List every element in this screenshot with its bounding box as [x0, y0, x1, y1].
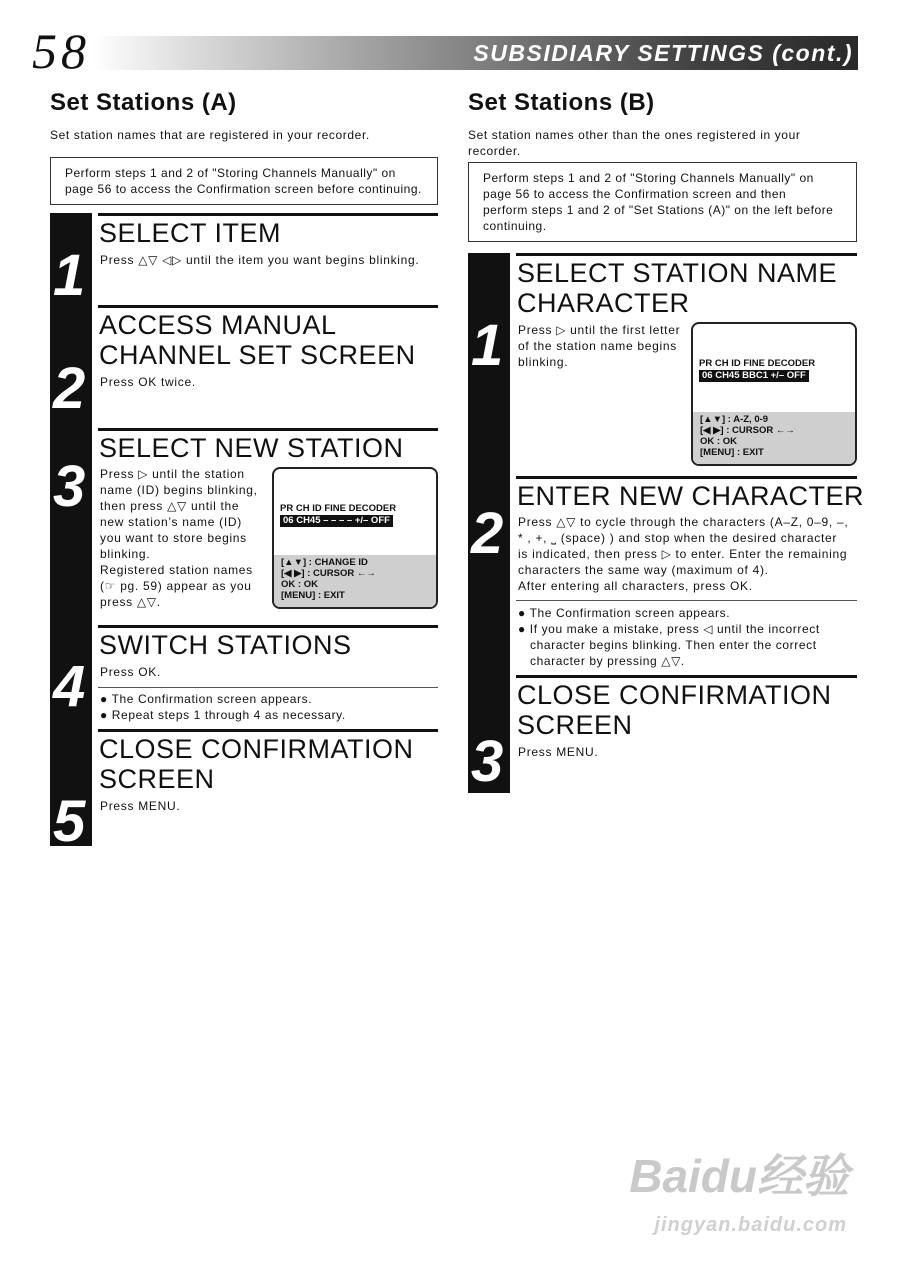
osd-menu-line: [◀ ▶] : CURSOR ←→ — [281, 568, 376, 579]
step-title: ACCESS MANUAL — [99, 310, 337, 340]
note-line: Perform steps 1 and 2 of "Storing Channels Manually" on — [483, 171, 814, 185]
section-title: SUBSIDIARY SETTINGS (cont.) — [473, 40, 853, 66]
step-body: Press MENU. — [100, 799, 181, 813]
step-rule — [98, 213, 438, 216]
body-line: blinking. — [100, 547, 151, 561]
step-rule — [98, 625, 438, 628]
step-number: 2 — [471, 501, 504, 566]
osd-menu-line: OK : OK — [700, 436, 737, 447]
bullet-item: ● If you make a mistake, press ◁ until the incorrect — [518, 622, 820, 636]
osd-menu-line: [◀ ▶] : CURSOR ←→ — [700, 425, 795, 436]
step-rule — [98, 428, 438, 431]
body-line: you want to store begins — [100, 531, 247, 545]
left-intro: Set station names that are registered in your recorder. — [50, 128, 370, 142]
left-step-column — [50, 213, 92, 854]
osd-menu-line: [MENU] : EXIT — [700, 447, 764, 458]
step-rule — [98, 305, 438, 308]
body-line: After entering all characters, press OK. — [518, 579, 753, 593]
step-title: SWITCH STATIONS — [99, 630, 352, 660]
right-note-box — [468, 162, 857, 242]
step-title: SCREEN — [517, 710, 633, 740]
body-line: (☞ pg. 59) appear as you — [100, 579, 252, 593]
step-title: CHANNEL SET SCREEN — [99, 340, 416, 370]
watermark-url: jingyan.baidu.com — [654, 1214, 847, 1236]
body-line: Registered station names — [100, 563, 253, 577]
osd-header: PR CH ID FINE DECODER — [699, 358, 816, 369]
bullet-item: character begins blinking. Then enter the correct — [530, 638, 817, 652]
osd-menu-line: [▲▼] : A-Z, 0-9 — [700, 414, 769, 425]
step-title: ENTER NEW CHARACTER — [517, 481, 865, 511]
bullet-item: ● The Confirmation screen appears. — [100, 692, 313, 706]
bullet-item: ● Repeat steps 1 through 4 as necessary. — [100, 708, 346, 722]
right-step-column — [468, 253, 510, 793]
step-rule — [516, 476, 857, 479]
body-line: Press ▷ until the station — [100, 467, 245, 481]
body-line: name (ID) begins blinking, — [100, 483, 258, 497]
body-line: characters the same way (maximum of 4). — [518, 563, 769, 577]
body-line: Press ▷ until the first letter — [518, 323, 681, 337]
divider — [98, 687, 438, 688]
step-body: Press OK. — [100, 665, 161, 679]
step-body: Press △▽ ◁▷ until the item you want begins blinking. — [100, 253, 420, 267]
osd-header: PR CH ID FINE DECODER — [280, 503, 397, 514]
left-note-box — [50, 157, 438, 205]
divider — [516, 600, 857, 601]
step-number: 1 — [53, 243, 86, 308]
body-line: then press △▽ until the — [100, 499, 240, 513]
step-number: 3 — [471, 729, 504, 794]
step-title: SCREEN — [99, 764, 215, 794]
step-body — [518, 322, 680, 370]
step-number: 4 — [53, 654, 86, 719]
step-body: Press OK twice. — [100, 375, 196, 389]
bullet-item: character by pressing △▽. — [530, 654, 685, 668]
osd-screen — [272, 467, 438, 609]
osd-menu-line: OK : OK — [281, 579, 318, 590]
step-title: SELECT ITEM — [99, 218, 282, 248]
right-heading: Set Stations (B) — [468, 89, 655, 116]
body-line: press △▽. — [100, 595, 161, 609]
note-line: page 56 to access the Confirmation screen and then — [483, 187, 787, 201]
step-title: SELECT NEW STATION — [99, 433, 404, 463]
step-title: CLOSE CONFIRMATION — [99, 734, 414, 764]
body-line: is indicated, then press ▷ to enter. Enter the remaining — [518, 547, 848, 561]
step-body — [100, 466, 258, 610]
left-heading: Set Stations (A) — [50, 89, 237, 116]
right-intro — [468, 127, 800, 159]
osd-menu-line: [▲▼] : CHANGE ID — [281, 557, 368, 568]
step-title: SELECT STATION NAME — [517, 258, 838, 288]
osd-screen — [691, 322, 857, 466]
body-line: Press △▽ to cycle through the characters (A–Z, 0–9, –, — [518, 515, 849, 529]
body-line: * , +, ⎵ (space) ) and stop when the desired character — [518, 531, 838, 545]
note-line: page 56 to access the Confirmation screen before continuing. — [65, 182, 422, 196]
step-body — [518, 514, 848, 594]
body-line: of the station name begins — [518, 339, 677, 353]
osd-menu-line: [MENU] : EXIT — [281, 590, 345, 601]
watermark-logo: Baidu经验 — [629, 1150, 849, 1202]
osd-menu — [274, 555, 436, 607]
step-body: Press MENU. — [518, 745, 599, 759]
step-rule — [516, 253, 857, 256]
body-line: new station’s name (ID) — [100, 515, 242, 529]
intro-line: Set station names other than the ones registered in your — [468, 128, 801, 142]
page-number: 58 — [32, 23, 90, 79]
osd-row: 06 CH45 BBC1 +/– OFF — [699, 370, 809, 382]
step-number: 3 — [53, 454, 86, 519]
bullet-item: ● The Confirmation screen appears. — [518, 606, 731, 620]
step-number: 2 — [53, 356, 86, 421]
step-rule — [516, 675, 857, 678]
osd-row: 06 CH45 – – – – +/– OFF — [280, 515, 393, 527]
intro-line: recorder. — [468, 144, 521, 158]
step-title: CHARACTER — [517, 288, 690, 318]
note-line: perform steps 1 and 2 of "Set Stations (A)" on the left before — [483, 203, 834, 217]
body-line: blinking. — [518, 355, 569, 369]
note-line: continuing. — [483, 219, 547, 233]
step-number: 1 — [471, 313, 504, 378]
step-number: 5 — [53, 789, 86, 854]
osd-menu — [693, 412, 855, 464]
note-line: Perform steps 1 and 2 of "Storing Channels Manually" on — [65, 166, 396, 180]
step-rule — [98, 729, 438, 732]
step-title: CLOSE CONFIRMATION — [517, 680, 832, 710]
